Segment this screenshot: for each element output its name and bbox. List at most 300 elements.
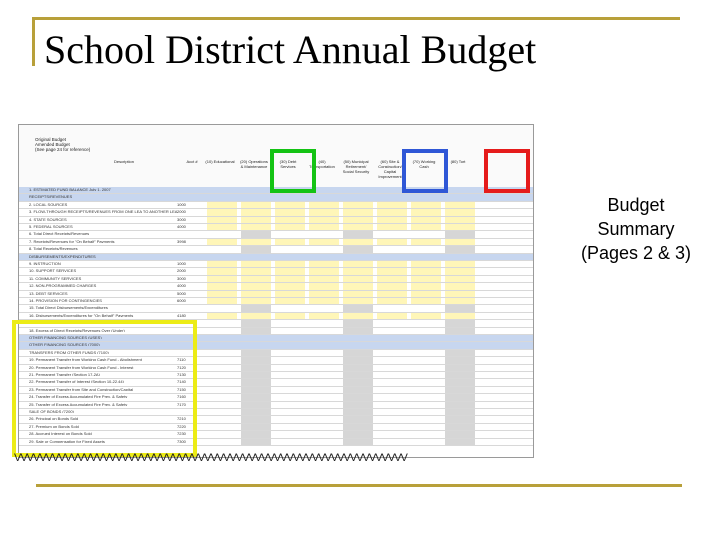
row-cell xyxy=(411,313,441,319)
row-cell xyxy=(275,379,305,385)
row-label: 27. Premium on Bonds Sold xyxy=(29,423,79,428)
row-cell xyxy=(207,246,237,252)
row-cell xyxy=(445,387,475,393)
row-cell xyxy=(377,261,407,267)
row-cell xyxy=(343,372,373,378)
row-cell xyxy=(411,298,441,304)
amended-budget-label: Amended Budget xyxy=(35,142,70,147)
row-label: SALE OF BONDS (7200) xyxy=(29,409,74,413)
column-header: (40) Transportation xyxy=(309,159,335,169)
row-account-code: 7110 xyxy=(177,357,186,363)
row-cell xyxy=(445,239,475,245)
footer-rule xyxy=(36,484,682,487)
row-cell xyxy=(275,313,305,319)
row-label: 13. DEBT SERVICES xyxy=(29,290,68,295)
row-cell xyxy=(411,387,441,393)
row-cell xyxy=(275,224,305,230)
row-cell xyxy=(411,379,441,385)
row-cell xyxy=(343,268,373,274)
row-account-code xyxy=(177,305,195,309)
row-cell xyxy=(309,357,339,363)
row-cell xyxy=(309,217,339,223)
row-label: 4. STATE SOURCES xyxy=(29,216,67,221)
row-cell xyxy=(241,350,271,356)
sheet-row xyxy=(19,217,533,224)
row-cell xyxy=(241,313,271,319)
row-cell xyxy=(309,365,339,371)
row-cell xyxy=(445,416,475,422)
row-cell xyxy=(377,320,407,326)
row-cell xyxy=(241,231,271,237)
row-cell xyxy=(309,224,339,230)
row-cell xyxy=(411,365,441,371)
highlight-other-financing-section xyxy=(12,320,197,457)
row-cell xyxy=(343,402,373,408)
row-cell xyxy=(411,357,441,363)
row-cell xyxy=(411,431,441,437)
row-cell xyxy=(207,224,237,230)
row-account-code: 7210 xyxy=(177,416,186,422)
title-rule-vertical xyxy=(32,20,35,66)
row-label: 29. Sale or Compensation for Fixed Assets xyxy=(29,438,105,443)
row-cell xyxy=(377,357,407,363)
row-cell xyxy=(275,209,305,215)
row-cell xyxy=(411,209,441,215)
row-cell xyxy=(309,276,339,282)
row-cell xyxy=(445,439,475,445)
sheet-row xyxy=(19,231,533,238)
sheet-row xyxy=(19,194,533,201)
row-account-code: 4000 xyxy=(177,224,186,229)
row-cell xyxy=(343,387,373,393)
row-label: 8. Total Receipts/Revenues xyxy=(29,246,78,251)
row-cell xyxy=(411,231,441,237)
row-cell xyxy=(309,209,339,215)
row-cell xyxy=(241,239,271,245)
row-cell xyxy=(309,313,339,319)
row-cell xyxy=(377,209,407,215)
title-rule-horizontal xyxy=(32,17,680,20)
row-cell xyxy=(445,394,475,400)
caption-line-1: Budget xyxy=(607,195,665,215)
row-account-code: 7120 xyxy=(177,364,186,370)
row-cell xyxy=(207,283,237,289)
row-label: 9. INSTRUCTION xyxy=(29,261,61,265)
row-cell xyxy=(275,357,305,363)
row-cell xyxy=(411,283,441,289)
row-cell xyxy=(343,231,373,237)
row-cell xyxy=(309,305,339,311)
row-cell xyxy=(309,394,339,400)
row-cell xyxy=(309,350,339,356)
row-cell xyxy=(275,350,305,356)
row-cell xyxy=(343,328,373,334)
row-cell xyxy=(241,379,271,385)
row-cell xyxy=(275,283,305,289)
row-label: 12. NON-PROGRAMMED CHARGES xyxy=(29,283,97,288)
row-cell xyxy=(343,305,373,311)
row-cell xyxy=(207,350,237,356)
sheet-row xyxy=(19,283,533,290)
row-cell xyxy=(275,365,305,371)
row-cell xyxy=(275,409,305,415)
row-account-code: 5000 xyxy=(177,290,186,296)
row-cell xyxy=(241,202,271,208)
row-cell xyxy=(377,239,407,245)
row-cell xyxy=(309,283,339,289)
row-label: 7. Receipts/Revenues for "On Behalf" Payments xyxy=(29,238,115,243)
row-cell xyxy=(309,372,339,378)
row-label: 18. Excess of Direct Receipts/Revenues Over (Under) xyxy=(29,327,125,332)
row-cell xyxy=(445,276,475,282)
row-cell xyxy=(275,328,305,334)
reference-label: (See page 24 for reference) xyxy=(35,147,91,152)
row-account-code: 7300 xyxy=(177,438,186,444)
row-cell xyxy=(207,357,237,363)
row-cell xyxy=(445,217,475,223)
caption-line-3: (Pages 2 & 3) xyxy=(580,243,692,263)
row-cell xyxy=(207,372,237,378)
row-cell xyxy=(241,365,271,371)
row-cell xyxy=(241,276,271,282)
row-cell xyxy=(309,439,339,445)
row-cell xyxy=(275,298,305,304)
row-cell xyxy=(309,379,339,385)
row-account-code: 7150 xyxy=(177,386,186,392)
row-cell xyxy=(207,231,237,237)
row-cell xyxy=(207,439,237,445)
row-cell xyxy=(343,431,373,437)
row-cell xyxy=(445,261,475,267)
row-cell xyxy=(207,261,237,267)
row-label: OTHER FINANCING SOURCES (7000) xyxy=(29,342,100,347)
row-cell xyxy=(445,209,475,215)
row-cell xyxy=(343,350,373,356)
row-label: 24. Transfer of Excess Accumulated Fire Prev. & Safety xyxy=(29,394,128,399)
sheet-row xyxy=(19,254,533,261)
row-cell xyxy=(377,224,407,230)
row-cell xyxy=(411,261,441,267)
row-cell xyxy=(241,387,271,393)
row-cell xyxy=(275,431,305,437)
row-cell xyxy=(207,239,237,245)
row-label: 6. Total Direct Receipts/Revenues xyxy=(29,231,90,236)
row-cell xyxy=(275,424,305,430)
row-cell xyxy=(377,202,407,208)
row-label: 5. FEDERAL SOURCES xyxy=(29,224,73,228)
column-header: (50) Municipal Retirement/ Social Security xyxy=(342,159,370,174)
row-cell xyxy=(377,387,407,393)
row-cell xyxy=(377,328,407,334)
row-cell xyxy=(343,313,373,319)
row-cell xyxy=(377,431,407,437)
row-cell xyxy=(275,268,305,274)
row-cell xyxy=(275,239,305,245)
row-cell xyxy=(411,217,441,223)
row-cell xyxy=(445,431,475,437)
row-cell xyxy=(309,424,339,430)
row-cell xyxy=(411,276,441,282)
row-account-code: 1000 xyxy=(177,261,186,266)
row-cell xyxy=(377,372,407,378)
row-account-code xyxy=(177,194,195,198)
row-cell xyxy=(309,261,339,267)
row-cell xyxy=(377,298,407,304)
row-cell xyxy=(275,217,305,223)
row-cell xyxy=(309,416,339,422)
row-cell xyxy=(309,431,339,437)
row-cell xyxy=(411,439,441,445)
row-cell xyxy=(411,320,441,326)
row-cell xyxy=(207,217,237,223)
row-cell xyxy=(411,409,441,415)
row-cell xyxy=(343,298,373,304)
sheet-row xyxy=(19,305,533,312)
row-cell xyxy=(275,276,305,282)
row-cell xyxy=(343,224,373,230)
row-cell xyxy=(275,416,305,422)
row-cell xyxy=(343,276,373,282)
row-cell xyxy=(377,409,407,415)
row-cell xyxy=(377,217,407,223)
row-cell xyxy=(377,416,407,422)
column-header: (80) Tort xyxy=(450,159,466,164)
row-cell xyxy=(207,424,237,430)
row-account-code: 4000 xyxy=(177,283,186,289)
row-cell xyxy=(275,291,305,297)
row-account-code: 7160 xyxy=(177,394,186,400)
row-account-code: 2000 xyxy=(177,209,186,215)
sheet-row xyxy=(19,268,533,275)
row-cell xyxy=(411,394,441,400)
row-cell xyxy=(207,320,237,326)
row-cell xyxy=(343,209,373,215)
row-cell xyxy=(275,402,305,408)
highlight-debt-services-column xyxy=(270,149,316,193)
row-cell xyxy=(377,283,407,289)
row-cell xyxy=(309,291,339,297)
row-cell xyxy=(207,431,237,437)
decorative-v-border: VVVVVVVVVVVVVVVVVVVVVVVVVVVVVVVVVVVVVVVVVVVVVVVVVVVVVVVVVVVVVV xyxy=(14,452,407,464)
row-cell xyxy=(445,313,475,319)
row-cell xyxy=(411,239,441,245)
row-account-code: 7140 xyxy=(177,379,186,385)
slide-caption xyxy=(556,193,716,265)
row-cell xyxy=(241,357,271,363)
row-cell xyxy=(377,291,407,297)
row-cell xyxy=(343,283,373,289)
row-cell xyxy=(241,283,271,289)
row-cell xyxy=(207,313,237,319)
row-cell xyxy=(445,409,475,415)
row-label: 16. Disbursements/Expenditures for "On Behalf" Payments xyxy=(29,312,134,317)
row-cell xyxy=(377,394,407,400)
row-cell xyxy=(241,298,271,304)
sheet-top-labels xyxy=(35,137,90,152)
row-cell xyxy=(207,268,237,274)
row-cell xyxy=(445,350,475,356)
row-cell xyxy=(445,298,475,304)
row-cell xyxy=(241,402,271,408)
row-cell xyxy=(207,365,237,371)
row-cell xyxy=(309,320,339,326)
row-cell xyxy=(411,224,441,230)
row-cell xyxy=(377,246,407,252)
column-header: (70) Working Cash xyxy=(412,159,436,169)
row-cell xyxy=(411,372,441,378)
row-cell xyxy=(377,268,407,274)
row-cell xyxy=(241,261,271,267)
row-cell xyxy=(411,268,441,274)
sheet-row xyxy=(19,202,533,209)
row-label: 22. Permanent Transfer of Interest (Section 10-22.44) xyxy=(29,379,124,384)
row-cell xyxy=(207,291,237,297)
row-account-code: 3998 xyxy=(177,238,186,244)
row-cell xyxy=(445,283,475,289)
row-cell xyxy=(343,416,373,422)
row-account-code: 7230 xyxy=(177,431,186,437)
row-cell xyxy=(377,231,407,237)
row-cell xyxy=(411,350,441,356)
row-cell xyxy=(343,246,373,252)
row-label: TRANSFERS FROM OTHER FUNDS (7100) xyxy=(29,349,109,354)
original-budget-label: Original Budget xyxy=(35,137,67,142)
row-cell xyxy=(411,305,441,311)
row-cell xyxy=(377,276,407,282)
row-cell xyxy=(411,246,441,252)
row-account-code xyxy=(177,187,195,191)
row-cell xyxy=(343,439,373,445)
row-cell xyxy=(207,305,237,311)
row-cell xyxy=(445,424,475,430)
row-cell xyxy=(275,372,305,378)
row-account-code xyxy=(177,246,195,250)
row-label: 10. SUPPORT SERVICES xyxy=(29,268,77,273)
row-cell xyxy=(343,424,373,430)
row-account-code: 3000 xyxy=(177,275,186,281)
row-cell xyxy=(309,402,339,408)
row-cell xyxy=(309,231,339,237)
row-cell xyxy=(377,379,407,385)
row-label: 28. Accrued Interest on Bonds Sold xyxy=(29,431,92,436)
row-label: 23. Permanent Transfer from Site and Construction/Capital xyxy=(29,386,134,391)
row-cell xyxy=(207,416,237,422)
row-cell xyxy=(343,202,373,208)
row-cell xyxy=(445,320,475,326)
row-cell xyxy=(241,431,271,437)
row-cell xyxy=(445,246,475,252)
row-cell xyxy=(241,209,271,215)
row-cell xyxy=(241,268,271,274)
row-cell xyxy=(343,291,373,297)
row-cell xyxy=(241,320,271,326)
row-label: 1. ESTIMATED FUND BALANCE July 1, 2007 xyxy=(29,187,111,191)
row-cell xyxy=(411,402,441,408)
row-cell xyxy=(275,305,305,311)
row-cell xyxy=(411,424,441,430)
row-cell xyxy=(411,328,441,334)
row-cell xyxy=(241,328,271,334)
row-label: 17. Total Disbursements/Expenditures xyxy=(29,320,97,325)
row-cell xyxy=(343,239,373,245)
row-account-code: 6000 xyxy=(177,298,186,303)
row-cell xyxy=(377,439,407,445)
row-cell xyxy=(411,416,441,422)
sheet-row xyxy=(19,246,533,253)
row-cell xyxy=(445,231,475,237)
caption-line-2: Summary xyxy=(597,219,675,239)
row-cell xyxy=(445,202,475,208)
row-cell xyxy=(207,276,237,282)
row-cell xyxy=(241,305,271,311)
row-cell xyxy=(241,424,271,430)
column-header: (60) Site & Construction/ Capital Improvement xyxy=(378,159,402,179)
row-cell xyxy=(377,402,407,408)
row-account-code: 7170 xyxy=(177,401,186,407)
row-label: 3. FLOW-THROUGH RECEIPTS/REVENUES FROM ONE LEA TO ANOTHER LEA xyxy=(29,209,178,214)
row-account-code: 3000 xyxy=(177,216,186,222)
row-cell xyxy=(445,268,475,274)
row-cell xyxy=(207,209,237,215)
sheet-row xyxy=(19,209,533,216)
column-header: Acct # xyxy=(186,159,198,164)
row-cell xyxy=(445,305,475,311)
row-cell xyxy=(241,409,271,415)
row-cell xyxy=(343,261,373,267)
row-cell xyxy=(275,439,305,445)
row-cell xyxy=(275,394,305,400)
column-header: (30) Debt Services xyxy=(279,159,297,169)
row-cell xyxy=(275,202,305,208)
row-account-code: 4180 xyxy=(177,312,186,318)
highlight-site-construction-column xyxy=(402,149,448,193)
row-label: RECEIPTS/REVENUES xyxy=(29,194,73,199)
row-cell xyxy=(445,402,475,408)
row-label: 14. PROVISION FOR CONTINGENCIES xyxy=(29,298,102,302)
row-cell xyxy=(207,394,237,400)
row-label: 11. COMMUNITY SERVICES xyxy=(29,275,82,280)
row-cell xyxy=(275,231,305,237)
row-cell xyxy=(445,365,475,371)
row-cell xyxy=(207,298,237,304)
sheet-row xyxy=(19,276,533,283)
sheet-row xyxy=(19,224,533,231)
row-cell xyxy=(207,202,237,208)
row-cell xyxy=(343,320,373,326)
row-label: 19. Permanent Transfer from Working Cash Fund - Abolishment xyxy=(29,357,142,362)
row-cell xyxy=(445,379,475,385)
sheet-row xyxy=(19,298,533,305)
row-cell xyxy=(377,365,407,371)
row-label: OTHER FINANCING SOURCES (USES) xyxy=(29,335,102,339)
sheet-row xyxy=(19,261,533,268)
row-cell xyxy=(343,409,373,415)
row-cell xyxy=(275,261,305,267)
row-cell xyxy=(445,372,475,378)
row-cell xyxy=(445,328,475,334)
row-account-code xyxy=(177,231,195,235)
row-cell xyxy=(207,409,237,415)
row-label: 26. Principal on Bonds Sold xyxy=(29,416,79,421)
row-label: DISBURSEMENTS/EXPENDITURES xyxy=(29,253,96,258)
row-cell xyxy=(377,350,407,356)
row-cell xyxy=(241,394,271,400)
sheet-row xyxy=(19,239,533,246)
row-cell xyxy=(241,439,271,445)
column-header: (20) Operations & Maintenance xyxy=(240,159,268,169)
row-cell xyxy=(309,268,339,274)
row-label: 20. Permanent Transfer from Working Cash Fund - Interest xyxy=(29,364,134,369)
